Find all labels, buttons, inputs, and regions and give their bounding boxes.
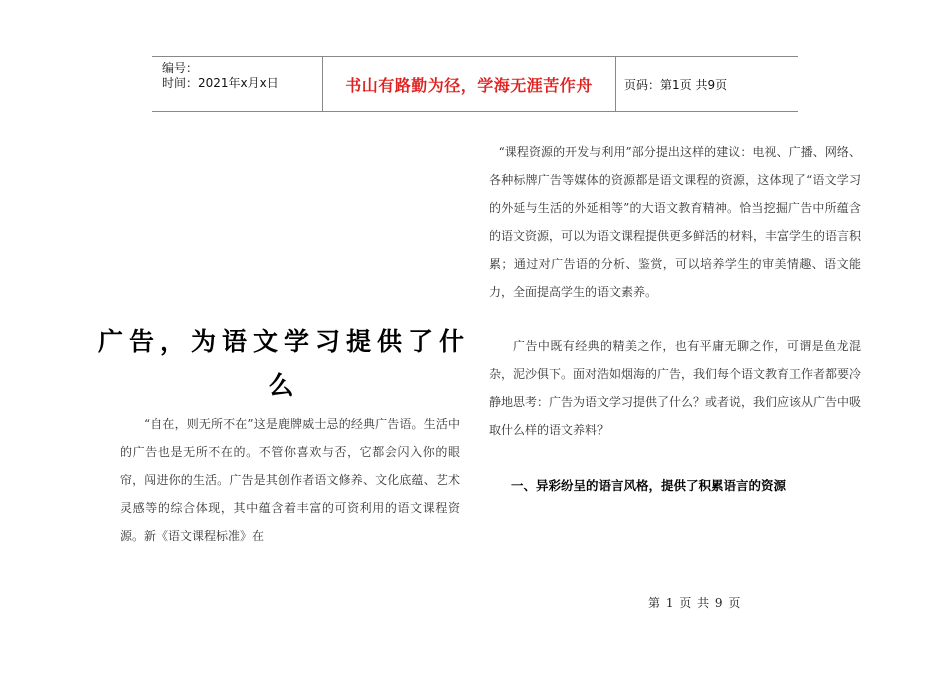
header-motto: 书山有路勤为径，学海无涯苦作舟 <box>345 75 593 95</box>
left-paragraph: “自在，则无所不在”这是鹿牌威士忌的经典广告语。生活中的广告也是无所不在的。不管你喜欢与否，它都会闪入你的眼帘，闯进你的生活。广告是其创作者语文修养、文化底蕴、艺术灵感等的综合体现，其中蕴含着丰富的可资利用的语文课程资源。新《语文课程标准》在 <box>120 417 460 543</box>
header-meta <box>152 57 322 111</box>
article-title: 广告，为语文学习提供了什么 <box>98 327 471 400</box>
section-heading: 一、异彩纷呈的语言风格，提供了积累语言的资源 <box>511 478 787 493</box>
header-table <box>152 56 798 112</box>
page-footer-pager: 第 1 页 共 9 页 <box>648 596 742 610</box>
header-motto-cell <box>322 57 616 111</box>
right-paragraph-1: “课程资源的开发与利用”部分提出这样的建议：电视、广播、网络、各种标牌广告等媒体的资源都是语文课程的资源，这体现了“语文学习的外延与生活的外延相等”的大语文教育精神。恰当挖掘广告中所蕴含的语文资源，可以为语文课程提供更多鲜活的材料，丰富学生的语言积累；通过对广告语的分析、鉴赏，可以培养学生的审美情趣、语文能力，全面提高学生的语文素养。 <box>489 145 862 299</box>
right-paragraph-2: 广告中既有经典的精美之作，也有平庸无聊之作，可谓是鱼龙混杂，泥沙俱下。面对浩如烟海的广告，我们每个语文教育工作者都要冷静地思考：广告为语文学习提供了什么？或者说，我们应该从广告中吸取什么样的语文养料？ <box>489 339 862 437</box>
document-time-label: 时间：2021年x月x日 <box>162 76 279 90</box>
header-page-code: 页码：第1页 共9页 <box>624 77 728 92</box>
document-number-label: 编号： <box>162 61 199 75</box>
